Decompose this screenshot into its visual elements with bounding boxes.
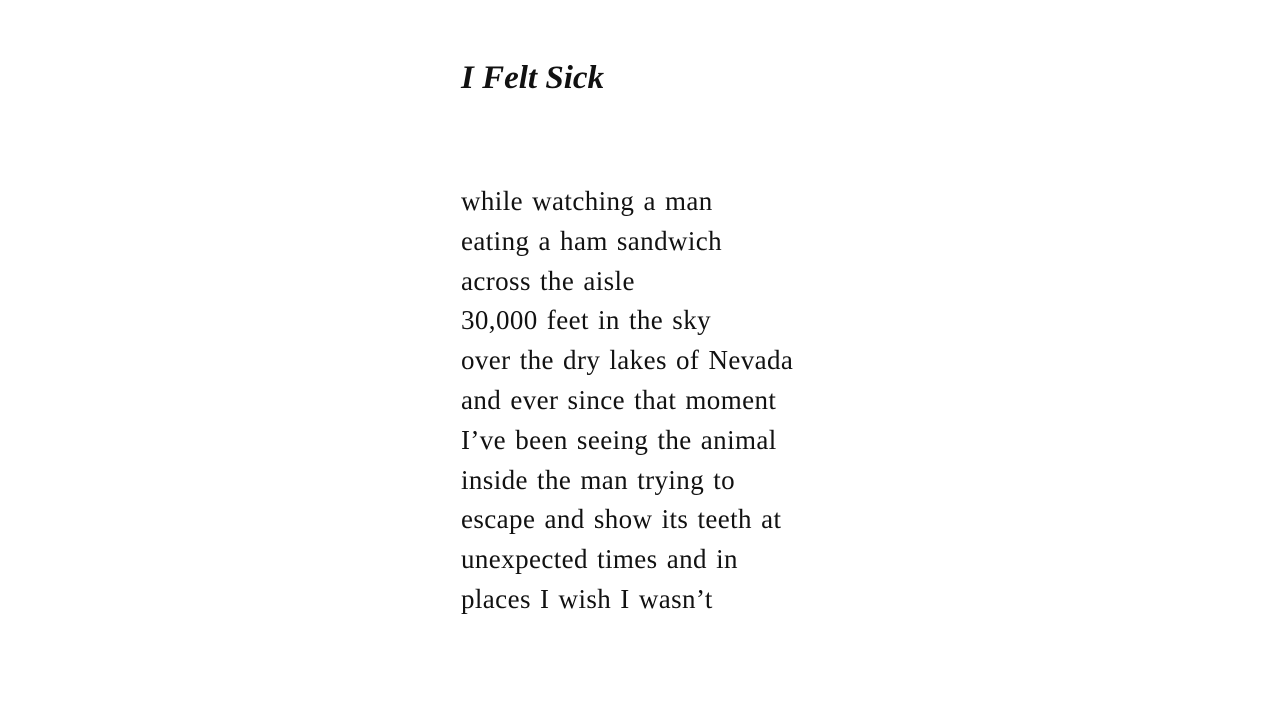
poem-line: inside the man trying to: [461, 464, 736, 495]
poem-title: I Felt Sick: [461, 60, 605, 96]
poem-line: places I wish I wasn’t: [461, 583, 713, 614]
poem-line: escape and show its teeth at: [461, 504, 782, 535]
poem-line: across the aisle: [461, 265, 635, 296]
poem-line: 30,000 feet in the sky: [461, 305, 712, 336]
poem-line: and ever since that moment: [461, 384, 777, 415]
poem-line: eating a ham sandwich: [461, 225, 723, 256]
poem-line: I’ve been seeing the animal: [461, 424, 777, 455]
poem-line: while watching a man: [461, 186, 713, 216]
poem-line: over the dry lakes of Nevada: [461, 345, 794, 376]
poem-body: [461, 182, 793, 620]
poem-line: unexpected times and in: [461, 544, 738, 575]
